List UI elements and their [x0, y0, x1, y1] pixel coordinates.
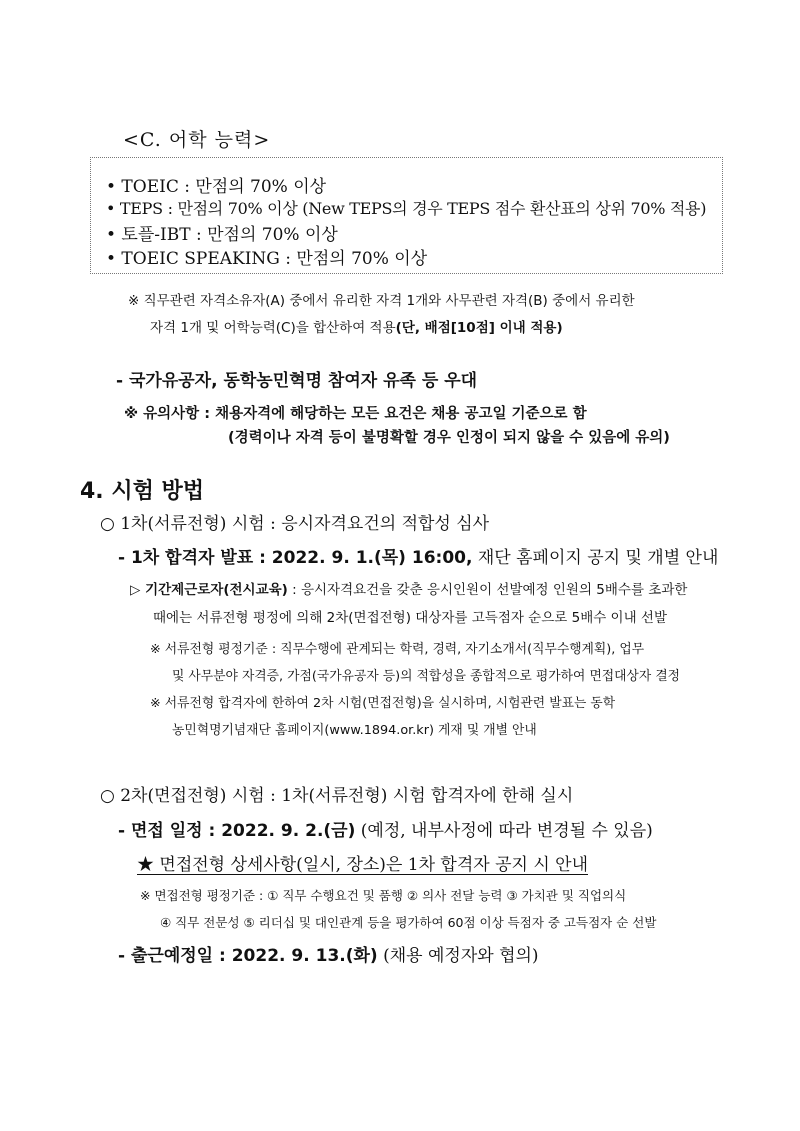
fixed-term-label: ▷ 기간제근로자(전시교육) — [130, 582, 288, 598]
doc-pass-line1: ※ 서류전형 합격자에 한하여 2차 시험(면접전형)을 실시하며, 시험관련 발표는 동학 — [150, 696, 616, 711]
interview-criteria-line2: ④ 직무 전문성 ⑤ 리더십 및 대인관계 등을 평가하여 60점 이상 득점자 중 고득점자 순 선발 — [160, 915, 657, 930]
caution-line1 — [124, 402, 587, 423]
language-item: • TOEIC SPEAKING : 만점의 70% 이상 — [106, 249, 428, 269]
language-note-line1: ※ 직무관련 자격소유자(A) 중에서 유리한 자격 1개와 사무관련 자격(B) 중에서 유리한 — [128, 293, 635, 309]
interview-date-text: (예정, 내부사정에 따라 변경될 수 있음) — [355, 821, 653, 841]
language-note-bold: (단, 배점[10점] 이내 적용) — [395, 320, 563, 336]
interview-date-bold: - 면접 일정 : 2022. 9. 2.(금) — [118, 821, 356, 841]
language-note-line2 — [150, 316, 563, 336]
language-item: • TEPS : 만점의 70% 이상 (New TEPS의 경우 TEPS 점수 환산표의 상위 70% 적용) — [106, 199, 707, 218]
start-date-bold: - 출근예정일 : 2022. 9. 13.(화) — [118, 946, 378, 966]
start-date-text: (채용 예정자와 협의) — [377, 946, 539, 966]
doc-criteria-line2: 및 사무분야 자격증, 가점(국가유공자 등)의 적합성을 종합적으로 평가하여 면접대상자 결정 — [172, 669, 681, 684]
round1-announce — [118, 543, 718, 568]
interview-date — [118, 816, 653, 841]
round1-announce-text: 재단 홈페이지 공지 및 개별 안내 — [472, 548, 719, 568]
doc-criteria-line1: ※ 서류전형 평정기준 : 직무수행에 관계되는 학력, 경력, 자기소개서(직무수행계획), 업무 — [150, 642, 645, 657]
round1-announce-bold: - 1차 합격자 발표 : 2022. 9. 1.(목) 16:00, — [118, 548, 473, 568]
language-note-text: 자격 1개 및 어학능력(C)을 합산하여 적용 — [150, 320, 396, 336]
caution-label: ※ 유의사항 : — [124, 406, 211, 422]
interview-star-note: ★ 면접전형 상세사항(일시, 장소)은 1차 합격자 공지 시 안내 — [137, 855, 588, 875]
caution-text: 채용자격에 해당하는 모든 요건은 채용 공고일 기준으로 함 — [215, 406, 587, 422]
language-item: • TOEIC : 만점의 70% 이상 — [106, 177, 327, 197]
caution-line2: (경력이나 자격 등이 불명확할 경우 인정이 되지 않을 수 있음에 유의) — [228, 430, 670, 446]
fixed-term-line2: 때에는 서류전형 평정에 의해 2차(면접전형) 대상자를 고득점자 순으로 5배수 이내 선발 — [153, 610, 668, 626]
fixed-term-line1 — [130, 578, 687, 598]
interview-criteria-line1: ※ 면접전형 평정기준 : ① 직무 수행요건 및 품행 ② 의사 전달 능력 ③ 가치관 및 직업의식 — [140, 888, 627, 903]
fixed-term-text: : 응시자격요건을 갖춘 응시인원이 선발예정 인원의 5배수를 초과한 — [287, 582, 688, 598]
doc-pass-line2: 농민혁명기념재단 홈페이지(www.1894.or.kr) 게재 및 개별 안내 — [172, 723, 537, 738]
section-title: 4. 시험 방법 — [80, 479, 204, 504]
preference-line: - 국가유공자, 동학농민혁명 참여자 유족 등 우대 — [116, 371, 478, 391]
language-item: • 토플-IBT : 만점의 70% 이상 — [106, 225, 338, 245]
round1-title: ○ 1차(서류전형) 시험 : 응시자격요건의 적합성 심사 — [100, 514, 490, 534]
language-heading: <C. 어학 능력> — [123, 129, 271, 151]
round2-title: ○ 2차(면접전형) 시험 : 1차(서류전형) 시험 합격자에 한해 실시 — [100, 786, 574, 806]
start-date — [118, 941, 539, 966]
